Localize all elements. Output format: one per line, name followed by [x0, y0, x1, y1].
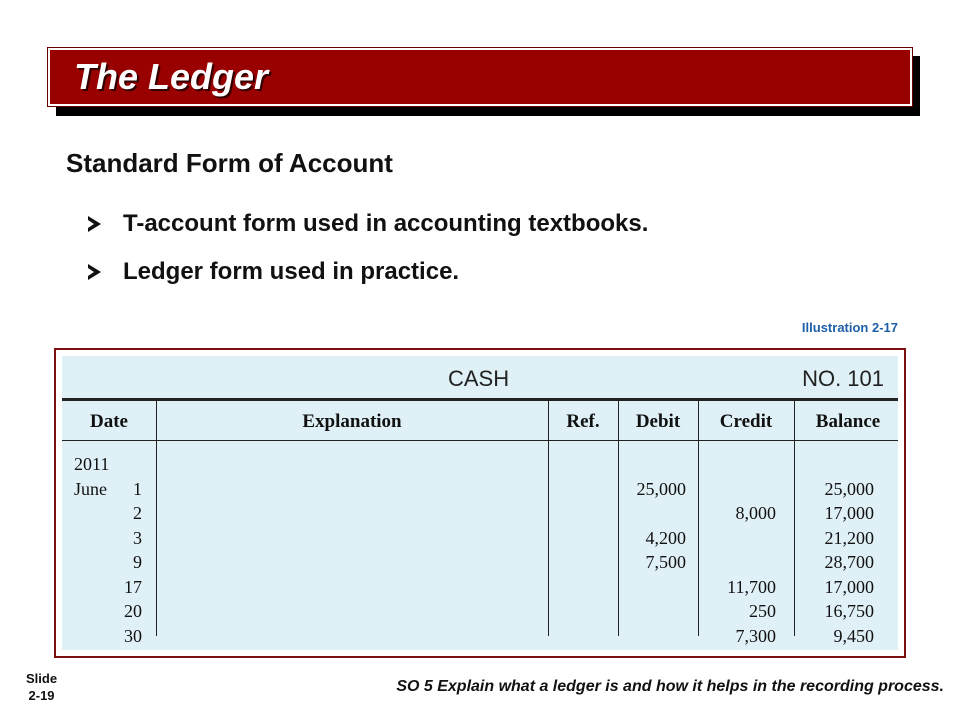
column-header-rule — [62, 440, 898, 441]
section-subtitle: Standard Form of Account — [66, 148, 393, 178]
table-row — [62, 479, 898, 504]
slide-label: Slide — [26, 671, 58, 686]
ledger-rows — [62, 454, 898, 650]
credit-cell: 11,700 — [727, 576, 776, 597]
account-name: CASH — [448, 366, 510, 391]
column-header-explanation: Explanation — [302, 411, 402, 432]
ledger-header — [62, 356, 898, 398]
ledger-illustration — [54, 348, 906, 658]
column-header-balance: Balance — [815, 411, 881, 432]
table-row — [62, 503, 898, 528]
credit-cell: 7,300 — [735, 625, 776, 646]
day-cell: 2 — [133, 503, 142, 523]
table-row — [62, 454, 898, 479]
column-header-date: Date — [90, 411, 128, 432]
day-cell: 30 — [124, 625, 142, 646]
day-cell: 9 — [133, 552, 142, 572]
day-cell: 3 — [133, 527, 142, 548]
balance-cell: 9,450 — [833, 625, 874, 646]
bullet-item — [88, 210, 648, 238]
year-cell: 2011 — [74, 454, 110, 474]
column-headers — [62, 401, 898, 441]
title-banner — [48, 48, 912, 106]
study-objective: SO 5 Explain what a ledger is and how it helps in the recording process. — [396, 678, 944, 695]
ledger-table — [62, 356, 898, 650]
bullet-text: T-account form used in accounting textbooks. — [123, 210, 649, 237]
table-row — [62, 552, 898, 577]
balance-cell: 17,000 — [824, 576, 874, 597]
credit-cell: 250 — [749, 601, 776, 621]
column-header-credit: Credit — [719, 411, 773, 432]
debit-cell: 25,000 — [636, 478, 686, 499]
table-row — [62, 626, 898, 651]
day-cell: 1 — [133, 478, 142, 499]
table-row — [62, 577, 898, 602]
day-cell: 20 — [124, 601, 142, 621]
debit-cell: 4,200 — [645, 527, 686, 548]
day-cell: 17 — [124, 576, 142, 597]
account-number: NO. 101 — [802, 366, 884, 391]
illustration-label: Illustration 2-17 — [801, 320, 898, 335]
slide-number — [26, 670, 57, 704]
balance-cell: 21,200 — [824, 527, 874, 548]
arrow-bullet-icon — [88, 216, 101, 232]
balance-cell: 17,000 — [824, 503, 874, 523]
bullet-item — [88, 258, 459, 286]
page-title: The Ledger — [74, 56, 269, 97]
column-header-debit: Debit — [635, 411, 681, 432]
balance-cell: 16,750 — [824, 601, 874, 621]
table-row — [62, 601, 898, 626]
arrow-bullet-icon — [88, 264, 101, 280]
column-header-ref: Ref. — [566, 411, 600, 432]
table-row — [62, 528, 898, 553]
credit-cell: 8,000 — [735, 503, 776, 523]
month-cell: June — [74, 478, 107, 499]
balance-cell: 25,000 — [824, 478, 874, 499]
debit-cell: 7,500 — [645, 552, 686, 572]
bullet-text: Ledger form used in practice. — [123, 258, 460, 285]
slide-number-value: 2-19 — [28, 688, 55, 703]
balance-cell: 28,700 — [824, 552, 874, 572]
